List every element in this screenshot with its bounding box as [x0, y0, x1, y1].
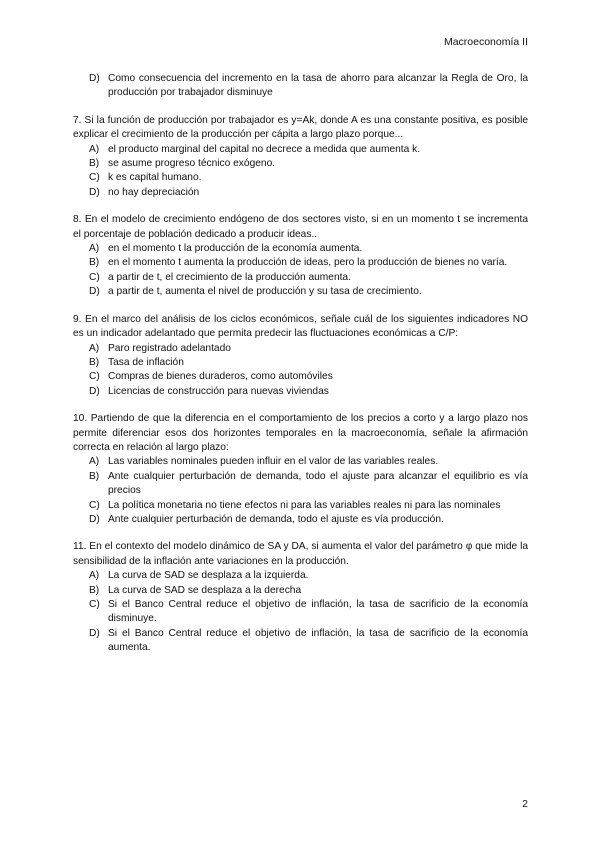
option-text: a partir de t, aumenta el nivel de producción y su tasa de crecimiento.	[108, 286, 422, 298]
option-text: Compras de bienes duraderos, como automóviles	[108, 371, 333, 383]
answer-option	[73, 171, 528, 185]
option-text: el producto marginal del capital no decrece a medida que aumenta k.	[108, 143, 421, 155]
page-header: Macroeconomía II	[443, 36, 528, 48]
option-text: a partir de t, el crecimiento de la producción aumenta.	[108, 271, 351, 283]
option-text: Si el Banco Central reduce el objetivo de inflación, la tasa de sacrificio de la economía aumenta.	[108, 627, 528, 654]
answer-option	[73, 143, 528, 157]
option-letter: D)	[89, 513, 100, 525]
question-9	[73, 313, 528, 399]
option-text: Como consecuencia del incremento en la tasa de ahorro para alcanzar la Regla de Oro, la producción por trabajador disminuye	[108, 73, 528, 99]
answer-option	[73, 569, 528, 583]
answer-option	[73, 256, 528, 270]
answer-option	[73, 455, 528, 469]
option-list	[73, 455, 528, 527]
question-text: 10. Partiendo de que la diferencia en el comportamiento de los precios a corto y a largo plazo nos permite diferenciar esos dos horizontes temporales en la macroeconomía, señale la afirmación correcta en relación al largo plazo:	[73, 413, 528, 453]
answer-option	[73, 157, 528, 171]
answer-option	[73, 242, 528, 256]
answer-option	[73, 186, 528, 200]
option-list	[73, 143, 528, 201]
answer-option	[73, 627, 528, 656]
option-letter: A)	[89, 570, 100, 582]
option-text: Paro registrado adelantado	[108, 342, 231, 354]
option-letter: A)	[89, 342, 100, 354]
option-letter: D)	[89, 186, 100, 198]
option-letter: B)	[89, 584, 100, 596]
option-text: La política monetaria no tiene efectos ni para las variables reales ni para las nominales	[108, 499, 501, 511]
option-letter: B)	[89, 158, 100, 170]
option-letter: C)	[89, 371, 100, 383]
answer-option	[73, 271, 528, 285]
option-text: en el momento t la producción de la economía aumenta.	[108, 243, 363, 255]
option-letter: D)	[89, 73, 100, 84]
option-text: k es capital humano.	[108, 172, 202, 184]
question-text: 7. Si la función de producción por trabajador es y=Ak, donde A es una constante positiva, es posible explicar el crecimiento de la producción per cápita a largo plazo porque...	[73, 114, 528, 141]
option-text: se asume progreso técnico exógeno.	[108, 158, 276, 170]
option-letter: D)	[89, 627, 100, 639]
option-text: Ante cualquier perturbación de demanda, todo el ajuste es vía producción.	[108, 513, 444, 525]
option-letter: B)	[89, 356, 100, 368]
question-8	[73, 213, 528, 299]
option-text: La curva de SAD se desplaza a la izquierda.	[108, 570, 309, 582]
page-number: 2	[522, 798, 528, 810]
question-list	[73, 114, 528, 656]
document-body	[73, 72, 528, 669]
option-text: Licencias de construcción para nuevas viviendas	[108, 385, 329, 397]
question-text: 8. En el modelo de crecimiento endógeno de dos sectores visto, si en un momento t se incrementa el porcentaje de población dedicado a producir ideas..	[73, 214, 528, 240]
answer-option	[73, 285, 528, 299]
option-text: Ante cualquier perturbación de demanda, todo el ajuste para alcanzar el equilibrio es vía precios	[108, 470, 528, 497]
option-letter: A)	[89, 243, 100, 255]
question-text: 9. En el marco del análisis de los ciclos económicos, señale cuál de los siguientes indicadores NO es un indicador adelantado que permita predecir las fluctuaciones económicas a C/P:	[73, 313, 528, 340]
option-text: La curva de SAD se desplaza a la derecha	[108, 584, 302, 596]
option-letter: C)	[89, 599, 100, 610]
answer-option	[73, 598, 528, 627]
answer-option	[73, 584, 528, 598]
answer-option	[73, 342, 528, 356]
option-list	[73, 342, 528, 400]
question-text: 11. En el contexto del modelo dinámico de SA y DA, si aumenta el valor del parámetro φ que mide la sensibilidad de la inflación ante variaciones en la producción.	[73, 541, 528, 567]
option-text: no hay depreciación	[108, 186, 200, 198]
answer-option	[73, 513, 528, 527]
question-11	[73, 540, 528, 655]
lead-option	[73, 72, 528, 101]
option-text: en el momento t aumenta la producción de ideas, pero la producción de bienes no varía.	[108, 257, 508, 269]
option-text: Las variables nominales pueden influir en el valor de las variables reales.	[108, 456, 439, 468]
option-letter: C)	[89, 271, 100, 283]
option-letter: B)	[89, 257, 100, 269]
option-list	[73, 242, 528, 300]
option-letter: D)	[89, 286, 100, 298]
answer-option	[73, 385, 528, 399]
option-letter: A)	[89, 456, 100, 468]
answer-option	[73, 370, 528, 384]
option-text: Si el Banco Central reduce el objetivo de inflación, la tasa de sacrificio de la economía disminuye.	[108, 599, 528, 625]
option-letter: B)	[89, 470, 100, 482]
option-letter: D)	[89, 385, 100, 397]
answer-option	[73, 499, 528, 513]
option-list	[73, 569, 528, 655]
question-10	[73, 412, 528, 527]
answer-option	[73, 356, 528, 370]
answer-option	[73, 470, 528, 499]
option-text: Tasa de inflación	[108, 356, 184, 368]
option-letter: A)	[89, 143, 100, 155]
option-letter: C)	[89, 499, 100, 511]
question-7	[73, 114, 528, 200]
option-letter: C)	[89, 172, 100, 184]
